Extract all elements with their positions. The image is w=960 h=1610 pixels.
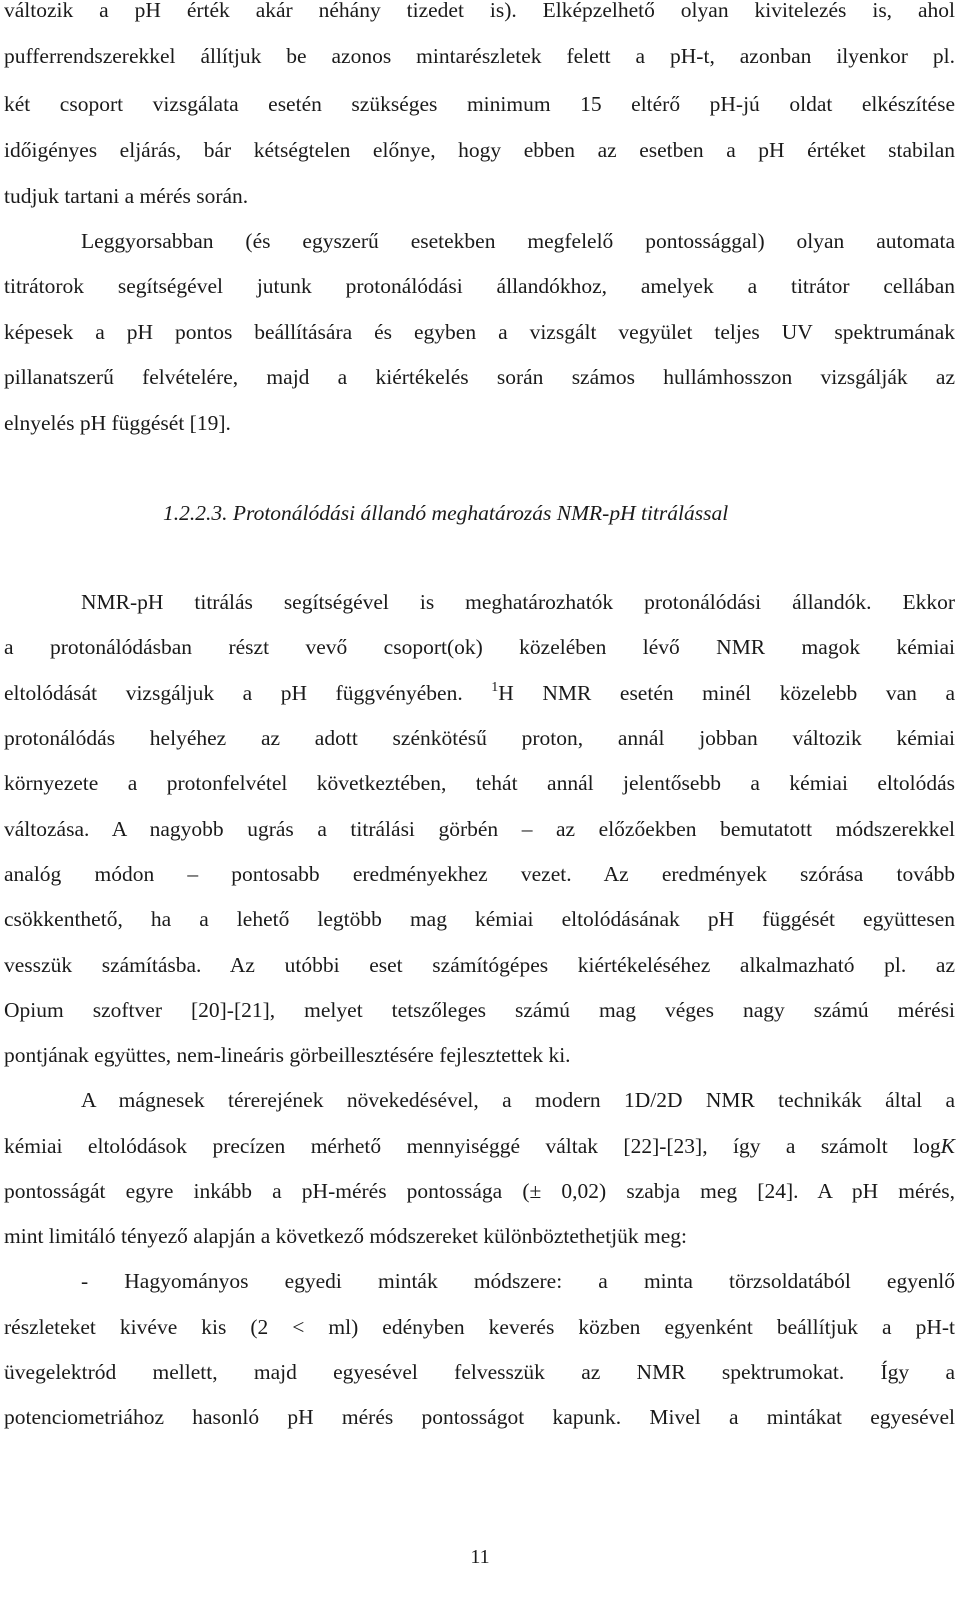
paragraph-4-line-4: mint limitáló tényező alapján a következő módszereket különböztethetjük meg:: [4, 1224, 688, 1248]
page-number: 11: [470, 1546, 490, 1568]
paragraph-3-line-3-text-a: eltolódását vizsgáljuk a pH függvényében.: [4, 681, 492, 705]
paragraph-2-line-2: titrátorok segítségével jutunk protonálódási állandókhoz, amelyek a titrátor cellában: [4, 274, 955, 298]
paragraph-5-line-2: részleteket kivéve kis (2 < ml) edényben keverés közben egyenként beállítjuk a pH-t: [4, 1315, 955, 1339]
paragraph-3-line-6: változása. A nagyobb ugrás a titrálási görbén – az előzőekben bemutatott módszerekkel: [4, 817, 955, 841]
paragraph-3-line-3-text-b: H NMR esetén minél közelebb van a: [498, 681, 955, 705]
paragraph-1-line-3: két csoport vizsgálata esetén szükséges minimum 15 eltérő pH-jú oldat elkészítése: [4, 92, 955, 116]
paragraph-3-line-3: [4, 680, 955, 706]
paragraph-2-line-5: elnyelés pH függését [19].: [4, 411, 231, 435]
paragraph-5-line-4: potenciometriához hasonló pH mérés pontosságot kapunk. Mivel a mintákat egyesével: [4, 1405, 955, 1429]
paragraph-2-line-4: pillanatszerű felvételére, majd a kiértékelés során számos hullámhosszon vizsgálják az: [4, 365, 955, 389]
paragraph-1-line-1: változik a pH érték akár néhány tizedet is). Elképzelhető olyan kivitelezés is, ahol: [4, 0, 955, 22]
paragraph-1-line-2: pufferrendszerekkel állítjuk be azonos mintarészletek felett a pH-t, azonban ilyenkor pl.: [4, 44, 955, 68]
section-heading: 1.2.2.3. Protonálódási állandó meghatározás NMR-pH titrálással: [163, 501, 729, 525]
paragraph-5-line-3: üvegelektród mellett, majd egyesével felvesszük az NMR spektrumokat. Így a: [4, 1360, 955, 1384]
paragraph-2-line-3: képesek a pH pontos beállítására és egyben a vizsgált vegyület teljes UV spektrumának: [4, 320, 955, 344]
paragraph-3-line-4: protonálódás helyéhez az adott szénkötésű proton, annál jobban változik kémiai: [4, 726, 955, 750]
paragraph-3-line-9: vesszük számításba. Az utóbbi eset számítógépes kiértékeléséhez alkalmazható pl. az: [4, 953, 955, 977]
paragraph-4-line-2: [4, 1133, 955, 1159]
paragraph-3-line-8: csökkenthető, ha a lehető legtöbb mag kémiai eltolódásának pH függését együttesen: [4, 907, 955, 931]
paragraph-4-line-1: A mágnesek térerejének növekedésével, a modern 1D/2D NMR technikák által a: [81, 1088, 955, 1112]
paragraph-1-line-5: tudjuk tartani a mérés során.: [4, 184, 249, 208]
paragraph-3-line-2: a protonálódásban részt vevő csoport(ok) közelében lévő NMR magok kémiai: [4, 635, 955, 659]
paragraph-3-line-7: analóg módon – pontosabb eredményekhez vezet. Az eredmények szórása tovább: [4, 862, 955, 886]
paragraph-3-line-1: NMR-pH titrálás segítségével is meghatározhatók protonálódási állandók. Ekkor: [81, 590, 955, 614]
paragraph-3-line-11: pontjának együttes, nem-lineáris görbeillesztésére fejlesztettek ki.: [4, 1043, 571, 1067]
superscript-mass-number: 1: [491, 680, 499, 695]
paragraph-3-line-10: Opium szoftver [20]-[21], melyet tetszőleges számú mag véges nagy számú mérési: [4, 998, 955, 1022]
paragraph-2-line-1: Leggyorsabban (és egyszerű esetekben megfelelő pontossággal) olyan automata: [81, 229, 955, 253]
paragraph-4-line-2-text: kémiai eltolódások precízen mérhető mennyiséggé váltak [22]-[23], így a számolt log: [4, 1134, 941, 1158]
paragraph-4-line-2-italic-k: K: [940, 1134, 955, 1158]
paragraph-4-line-3: pontosságát egyre inkább a pH-mérés pontossága (± 0,02) szabja meg [24]. A pH mérés,: [4, 1179, 955, 1203]
paragraph-5-line-1: - Hagyományos egyedi minták módszere: a minta törzsoldatából egyenlő: [81, 1269, 955, 1293]
paragraph-1-line-4: időigényes eljárás, bár kétségtelen előnye, hogy ebben az esetben a pH értéket stabilan: [4, 138, 955, 162]
paragraph-3-line-5: környezete a protonfelvétel következtében, tehát annál jelentősebb a kémiai eltolódás: [4, 771, 955, 795]
